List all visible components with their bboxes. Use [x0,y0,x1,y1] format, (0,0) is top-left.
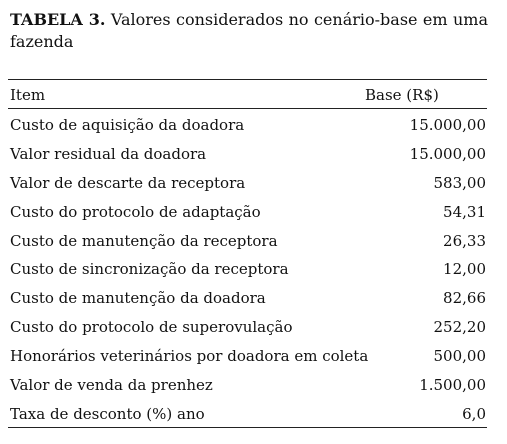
row-item: Custo do protocolo de superovulação [10,318,293,337]
table-caption [10,9,488,53]
table-row [10,345,486,374]
row-item: Custo de sincronização da receptora [10,260,289,279]
column-header-base: Base (R$) [365,86,439,104]
table-row [10,258,486,287]
table-header-rule [8,108,487,109]
table-body [10,114,486,432]
row-value: 1.500,00 [419,376,486,395]
row-value: 26,33 [443,231,486,250]
table-row [10,114,486,143]
row-value: 15.000,00 [409,116,486,134]
row-value: 6,0 [462,404,486,423]
table-top-rule [8,79,487,80]
row-value: 15.000,00 [409,144,486,163]
row-item: Custo do protocolo de adaptação [10,202,261,221]
row-item: Custo de manutenção da doadora [10,289,266,308]
table-bottom-rule [8,427,487,428]
column-header-item: Item [10,86,46,104]
table-row [10,143,486,172]
table-row [10,374,486,403]
row-item: Valor residual da doadora [10,144,207,163]
row-value: 82,66 [443,289,486,308]
row-value: 54,31 [443,202,486,221]
row-value: 583,00 [433,173,486,192]
table-caption-label: TABELA 3. [10,10,106,29]
table-row [10,316,486,345]
row-item: Honorários veterinários por doadora em coleta [10,347,369,366]
row-item: Custo de manutenção da receptora [10,231,278,250]
row-item: Custo de aquisição da doadora [10,116,245,134]
row-value: 12,00 [443,260,486,279]
table-row [10,172,486,201]
table-row [10,230,486,259]
row-item: Valor de venda da prenhez [10,376,213,395]
row-item: Taxa de desconto (%) ano [10,404,205,423]
table-caption-text: Valores considerados no cenário-base em uma fazenda [10,10,488,51]
row-value: 500,00 [433,347,486,366]
row-item: Valor de descarte da receptora [10,173,246,192]
table-row [10,287,486,316]
table-row [10,201,486,230]
row-value: 252,20 [433,318,486,337]
